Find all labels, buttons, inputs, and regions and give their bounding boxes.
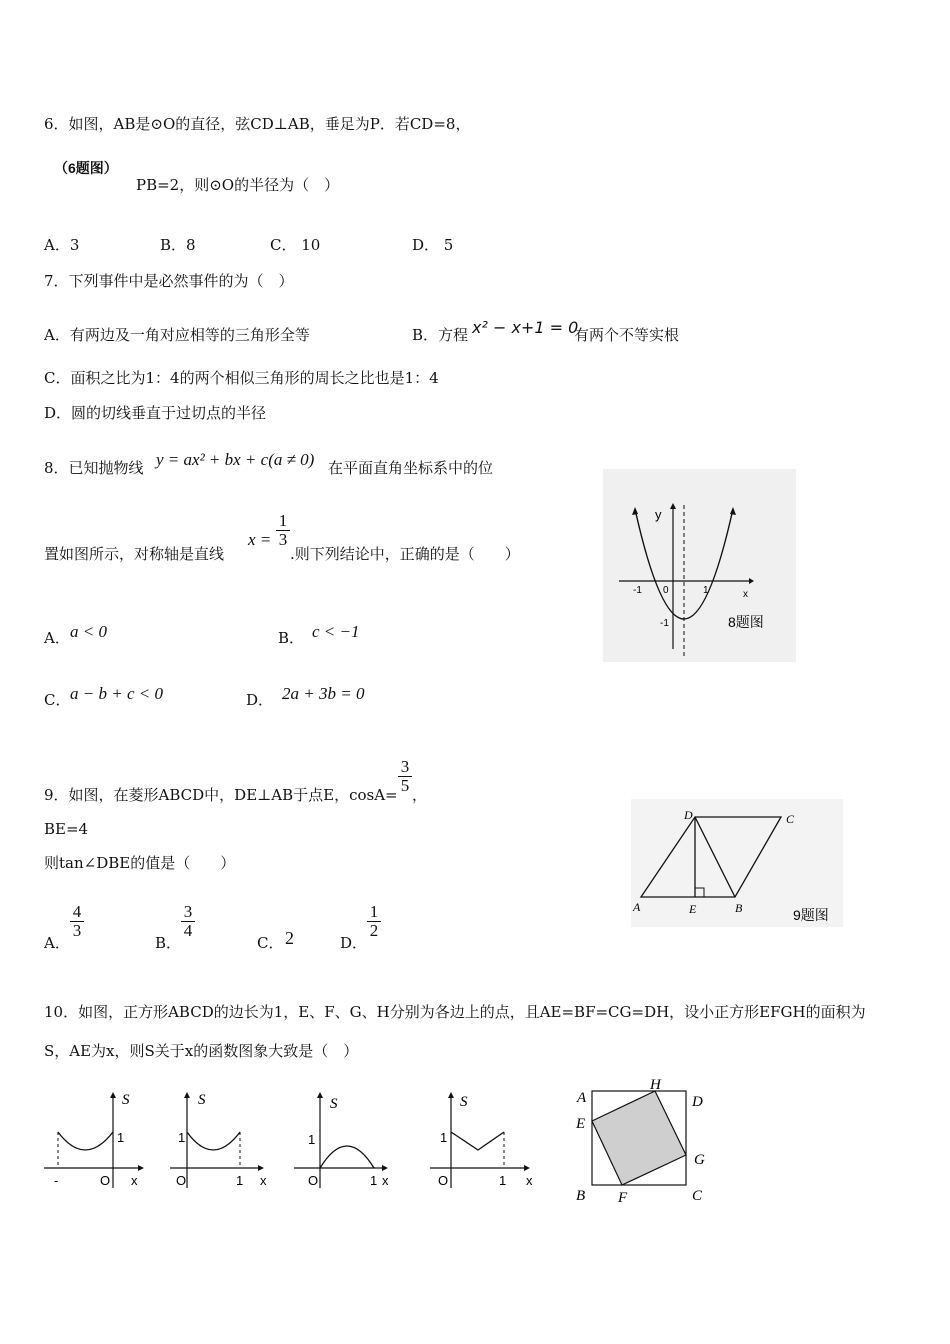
q8-line2: 置如图所示，对称轴是直线 [44, 545, 225, 563]
q8-option-a: a < 0 [70, 622, 107, 641]
q6-figure-label: （6题图） [54, 160, 118, 176]
q7-option-b-equation: x² − x+1 = 0 [472, 318, 579, 337]
q9-option-d-fraction [367, 903, 381, 940]
q8-origin-label: 0 [663, 585, 669, 596]
q10-graph-c-origin-label: O [308, 1173, 319, 1188]
q8-axis-denominator: 3 [278, 530, 288, 549]
q8-option-c: a − b + c < 0 [70, 684, 163, 703]
q7-stem: 7．下列事件中是必然事件的为（ ） [44, 272, 294, 290]
q9-comma: ， [412, 786, 428, 804]
q10-graph-b-x-label: x [260, 1173, 267, 1188]
q10-graph-c-s-label: S [330, 1096, 338, 1112]
q7-option-d: D．圆的切线垂直于过切点的半径 [44, 404, 267, 422]
q8-y-label: y [655, 507, 662, 522]
q10-line1: 10．如图，正方形ABCD的边长为1，E、F、G、H分别为各边上的点，且AE=BF=CG=DH，设小正方形EFGH的面积为 [44, 1003, 866, 1021]
q9-line2: BE=4 [44, 820, 89, 838]
q10-label-b: B [576, 1188, 586, 1204]
q10-graph-b-s-label: S [198, 1092, 206, 1108]
q9-option-b-label: B． [155, 934, 182, 952]
q8-axis-fraction [276, 512, 290, 549]
q9-cos-fraction [398, 758, 412, 795]
q8-option-d: 2a + 3b = 0 [282, 684, 365, 703]
q10-graph-a-x-label: x [131, 1173, 138, 1188]
q9-option-c-value: 2 [285, 928, 294, 948]
q9-label-b: B [735, 901, 743, 915]
q10-line2: S，AE为x，则S关于x的函数图象大致是（ ） [44, 1042, 359, 1060]
q10-graph-d-right-label: 1 [499, 1173, 507, 1188]
q8-yneg1-label: -1 [660, 618, 669, 629]
q10-graph-d-y-arrow-icon [448, 1092, 454, 1098]
q7-option-b-suffix: 有两个不等实根 [574, 326, 680, 344]
q9-figure-caption: 9题图 [793, 907, 829, 923]
q9-label-d: D [684, 808, 693, 822]
q10-graph-c-one-label: 1 [308, 1132, 316, 1147]
q7-option-a: A．有两边及一角对应相等的三角形全等 [44, 326, 310, 344]
q10-graph-b-right-label: 1 [236, 1173, 244, 1188]
q10-graph-a [38, 1088, 146, 1192]
q10-graph-c-x-label: x [382, 1173, 389, 1188]
q8-axis-lhs: x = [248, 530, 272, 549]
q6-option-d: D． 5 [412, 236, 454, 254]
q10-graph-a-left-label: - [54, 1173, 59, 1188]
q8-line2-suffix: .则下列结论中，正确的是（ ） [290, 545, 520, 563]
q9-rhombus-figure [631, 799, 843, 927]
q10-graph-b-y-arrow-icon [184, 1092, 190, 1098]
q10-graph-a-one-label: 1 [117, 1130, 125, 1145]
q10-label-h: H [650, 1077, 661, 1093]
q10-square-figure [568, 1076, 718, 1204]
q9-option-d-label: D． [340, 934, 368, 952]
q9-option-d-numerator: 1 [369, 902, 379, 921]
q6-line1: 6．如图，AB是⊙O的直径，弦CD⊥AB，垂足为P．若CD=8， [44, 115, 471, 133]
q10-graph-c-y-arrow-icon [317, 1092, 323, 1098]
q8-axis-numerator: 1 [278, 511, 288, 530]
q10-graph-c [292, 1088, 398, 1192]
q10-graph-c-x-arrow-icon [382, 1165, 388, 1171]
q6-option-c: C． 10 [270, 236, 321, 254]
q10-graph-d-x-label: x [526, 1173, 533, 1188]
q8-option-a-label: A． [44, 629, 70, 647]
q9-option-d-denominator: 2 [369, 921, 379, 940]
q8-figure-caption: 8题图 [728, 614, 764, 630]
q9-cos-numerator: 3 [400, 757, 410, 776]
q10-graph-c-curve [320, 1146, 374, 1168]
q10-graph-b-curve [187, 1132, 240, 1150]
q9-option-a-label: A． [44, 934, 70, 952]
q8-option-d-label: D． [246, 691, 274, 709]
q9-option-b-numerator: 3 [183, 902, 193, 921]
q10-graph-a-y-arrow-icon [110, 1092, 116, 1098]
q9-option-b-denominator: 4 [183, 921, 193, 940]
q9-option-a-fraction [70, 903, 84, 940]
q10-label-a: A [577, 1090, 587, 1106]
q10-graph-b-one-label: 1 [178, 1130, 186, 1145]
q10-graph-d-origin-label: O [438, 1173, 449, 1188]
q8-option-b: c < −1 [312, 622, 360, 641]
q9-option-a-denominator: 3 [72, 921, 82, 940]
q10-label-c: C [692, 1188, 703, 1204]
q10-graph-c-right-label: 1 [370, 1173, 378, 1188]
q9-cos-denominator: 5 [400, 776, 410, 795]
q10-graph-d-one-label: 1 [440, 1130, 448, 1145]
q10-label-g: G [694, 1152, 705, 1168]
q8-option-c-label: C． [44, 691, 71, 709]
q8-parabola-figure [603, 469, 796, 662]
q10-graph-a-x-arrow-icon [138, 1165, 144, 1171]
q8-x-label: x [743, 589, 748, 600]
q8-option-b-label: B． [278, 629, 305, 647]
q10-graph-a-curve [58, 1132, 113, 1150]
q10-graph-b [168, 1088, 274, 1192]
q10-graph-d-x-arrow-icon [524, 1165, 530, 1171]
q10-graph-d-line [451, 1132, 504, 1150]
q7-option-c: C．面积之比为1：4的两个相似三角形的周长之比也是1：4 [44, 369, 439, 387]
q10-graph-b-x-arrow-icon [258, 1165, 264, 1171]
q6-line2: PB=2，则⊙O的半径为（ ） [136, 176, 340, 194]
q9-option-a-numerator: 4 [72, 902, 82, 921]
q10-label-e: E [576, 1116, 586, 1132]
q8-parabola-equation: y = ax² + bx + c(a ≠ 0) [156, 450, 315, 469]
q9-line3: 则tan∠DBE的值是（ ） [44, 854, 236, 872]
q9-label-c: C [786, 812, 795, 826]
q10-graph-a-origin-label: O [100, 1173, 111, 1188]
q10-inner-square [592, 1091, 686, 1185]
q9-label-a: A [633, 900, 641, 914]
q6-option-b: B．8 [160, 236, 196, 254]
q8-neg1-label: -1 [633, 585, 642, 596]
q8-one-label: 1 [703, 585, 709, 596]
q10-graph-a-s-label: S [122, 1092, 130, 1108]
q10-graph-d [428, 1088, 540, 1192]
q9-option-b-fraction [181, 903, 195, 940]
q10-label-f: F [618, 1190, 628, 1204]
q10-label-d: D [692, 1094, 703, 1110]
q9-label-e: E [689, 902, 697, 916]
q7-option-b-prefix: B．方程 [412, 326, 469, 344]
q9-option-c-label: C． [257, 934, 284, 952]
q6-option-a: A．3 [44, 236, 80, 254]
q9-line1: 9．如图，在菱形ABCD中，DE⊥AB于点E，cosA= [44, 786, 398, 804]
q8-figure-background [603, 469, 796, 662]
q10-graph-b-origin-label: O [176, 1173, 187, 1188]
q10-graph-d-s-label: S [460, 1094, 468, 1110]
q8-prefix: 8．已知抛物线 [44, 459, 144, 477]
q8-suffix: 在平面直角坐标系中的位 [328, 459, 494, 477]
